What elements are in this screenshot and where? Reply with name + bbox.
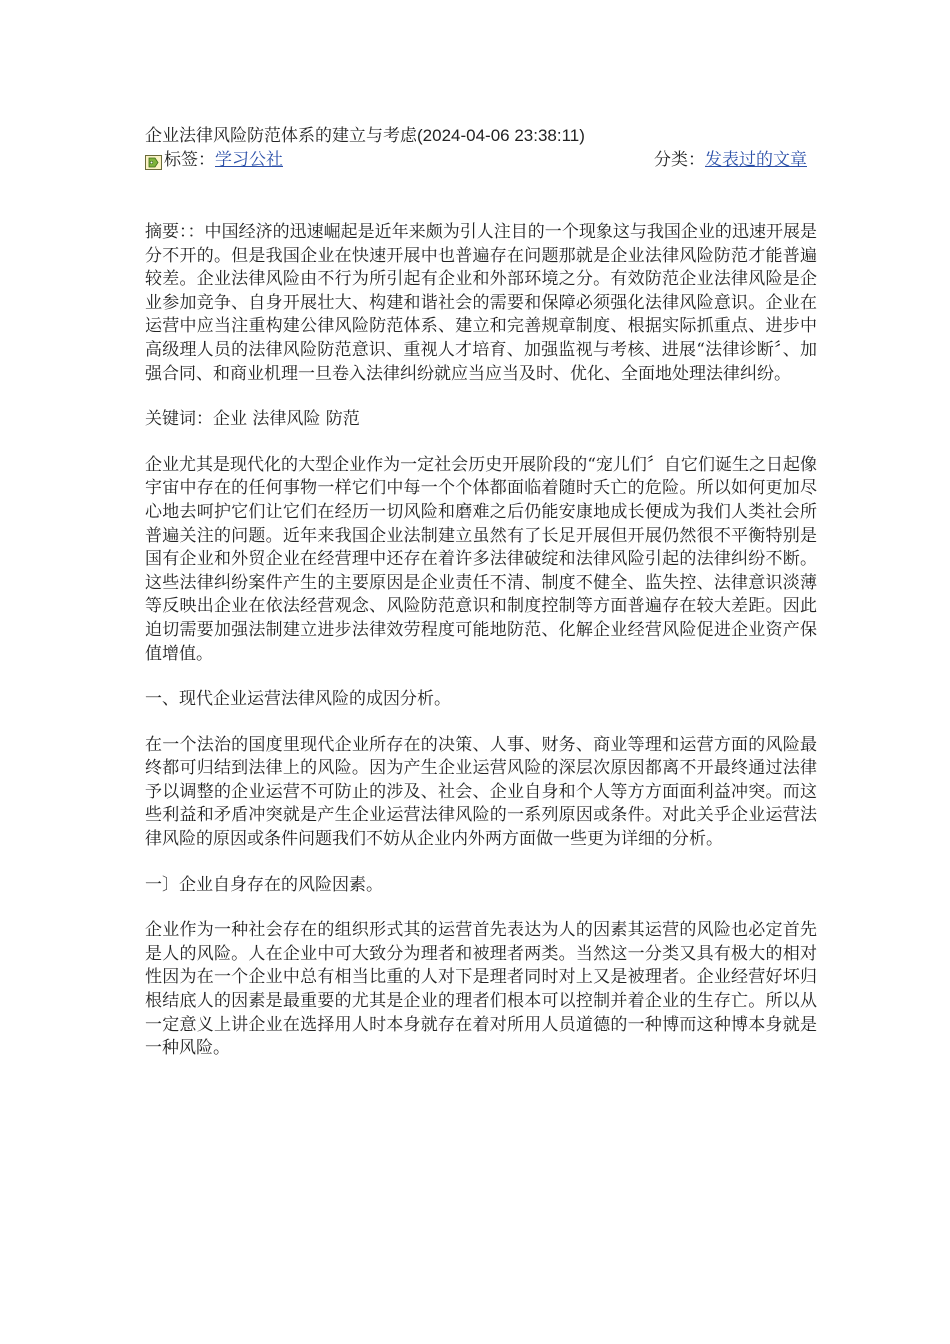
article-meta (145, 148, 817, 172)
category-link[interactable]: 发表过的文章 (705, 150, 807, 170)
intro-paragraph: 企业尤其是现代化的大型企业作为一定社会历史开展阶段的“宠儿们〞自它们诞生之日起像宇宙中存在的任何事物一样它们中每一个个体都面临着随时夭亡的危险。所以如何更加尽心地去呵护它们让它们在经历一切风险和磨难之后仍能安康地成长便成为我们人类社会所普遍关注的问题。近年来我国企业法制建立虽然有了长足开展但开展仍然很不平衡特别是国有企业和外贸企业在经营理中还存在着许多法律破绽和法律风险引起的法律纠纷不断。这些法律纠纷案件产生的主要原因是企业责任不清、制度不健全、监失控、法律意识淡薄等反映出企业在依法经营观念、风险防范意识和制度控制等方面普遍存在较大差距。因此迫切需要加强法制建立进步法律效劳程度可能地防范、化解企业经营风险促进企业资产保值增值。 (145, 454, 817, 664)
article-title (145, 124, 817, 148)
category-label: 分类： (654, 150, 705, 170)
article (145, 124, 817, 1083)
tags-row (145, 148, 283, 172)
tags-label: 标签： (164, 150, 215, 170)
section-heading-1: 一、现代企业运营法律风险的成因分析。 (145, 689, 451, 710)
abstract-paragraph: 摘要：：中国经济的迅速崛起是近年来颇为引人注目的一个现象这与我国企业的迅速开展是分不开的。但是我国企业在快速开展中也普遍存在问题那就是企业法律风险防范才能普遍较差。企业法律风险由不行为所引起有企业和外部环境之分。有效防范企业法律风险是企业参加竞争、自身开展壮大、构建和谐社会的需要和保障必须强化法律风险意识。企业在运营中应当注重构建公律风险防范体系、建立和完善规章制度、根据实际抓重点、进步中高级理人员的法律风险防范意识、重视人才培育、加强监视与考核、进展“法律诊断〞、加强合同、和商业机理一旦卷入法律纠纷就应当应当及时、优化、全面地处理法律纠纷。 (145, 222, 817, 384)
keywords-paragraph: 关键词：企业 法律风险 防范 (145, 409, 360, 430)
subsection-heading-1: 一〕企业自身存在的风险因素。 (145, 874, 383, 895)
section-paragraph-1: 在一个法治的国度里现代企业所存在的决策、人事、财务、商业等理和运营方面的风险最终都可归结到法律上的风险。因为产生企业运营风险的深层次原因都离不开最终通过法律予以调整的企业运营不可防止的涉及、社会、企业自身和个人等方方面面利益冲突。而这些利益和矛盾冲突就是产生企业运营法律风险的一系列原因或条件。对此关乎企业运营法律风险的原因或条件问题我们不妨从企业内外两方面做一些更为详细的分析。 (145, 734, 817, 850)
post-datetime: (2024-04-06 23:38:11) (417, 126, 585, 145)
category-row (654, 148, 807, 172)
subsection-paragraph-1: 企业作为一种社会存在的组织形式其的运营首先表达为人的因素其运营的风险也必定首先是人的风险。人在企业中可大致分为理者和被理者两类。当然这一分类又具有极大的相对性因为在一个企业中总有相当比重的人对下是理者同时对上又是被理者。企业经营好坏归根结底人的因素是最重要的尤其是企业的理者们根本可以控制并着企业的生存亡。所以从一定意义上讲企业在选择用人时本身就存在着对所用人员道德的一种博而这种博本身就是一种风险。 (145, 920, 817, 1059)
article-body (145, 221, 817, 1061)
tag-icon (145, 153, 162, 168)
tag-link[interactable]: 学习公社 (215, 150, 283, 170)
title-text: 企业法律风险防范体系的建立与考虑 (145, 126, 417, 146)
